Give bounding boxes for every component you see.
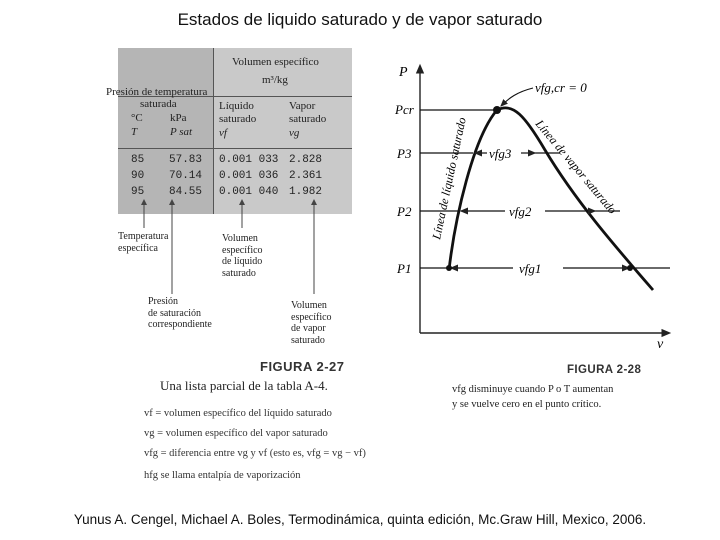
liquid-col-header-2: saturado [219,113,257,125]
annotation-temperature: Temperatura específica [118,231,169,254]
volume-units: m³/kg [262,74,288,86]
liquid-col-header: Líquido [219,100,254,112]
row3-vf: 0.001 040 [219,186,279,198]
slide-title: Estados de liquido saturado y de vapor saturado [177,10,543,29]
row1-vg: 2.828 [289,154,323,166]
pressure-header: Presión de temperatura [106,86,208,98]
p2-label: P2 [397,204,412,219]
vfg3-label: vfg3 [489,146,512,161]
annotation-vg: Volumen específico de vapor saturado [291,300,332,346]
figure-2-28-caption: vfg disminuye cuando P o T aumentan y se vuelve cero en el punto crítico. [452,384,614,410]
critical-point [493,106,501,114]
row2-vf: 0.001 036 [219,170,279,182]
vapor-col-header-2: saturado [289,113,327,125]
pv-diagram [385,58,675,358]
row1-vf: 0.001 033 [219,154,279,166]
row3-vg: 1.982 [289,186,323,198]
v-axis-label: v [657,337,664,352]
point-vapor-p1 [627,265,633,271]
row1-p: 57.83 [169,154,203,166]
pressure-header-2: saturada [140,98,177,110]
liquid-col-symbol: vf [219,127,227,139]
vapor-col-header: Vapor [289,100,316,112]
annotation-psat: Presión de saturación correspondiente [148,296,212,330]
pcr-label: Pcr [395,102,414,117]
vapor-line-label: Línea de vapor saturado [532,116,620,217]
row1-t: 85 [131,154,145,166]
annotation-vf: Volumen específico de líquido saturado [222,233,263,279]
press-unit: kPa [170,112,187,124]
figure-2-27-subtitle: Una lista parcial de la tabla A-4. [160,378,328,393]
definition-vfg: vfg = diferencia entre vg y vf (esto es, vfg = vg − vf) [144,448,366,459]
vfg1-label: vfg1 [519,261,542,276]
vfg2-label: vfg2 [509,204,532,219]
vfg-cr-label: vfg,cr = 0 [535,80,587,95]
definition-vf: vf = volumen específico del líquido saturado [144,408,332,419]
p-axis-label: P [399,65,408,80]
row3-p: 84.55 [169,186,203,198]
liquid-line-label: Línea de líquido saturado [429,116,469,241]
row3-t: 95 [131,186,145,198]
row2-vg: 2.361 [289,170,323,182]
definition-vg: vg = volumen específico del vapor saturado [144,428,328,439]
p3-label: P3 [397,146,412,161]
point-liquid-p1 [446,265,452,271]
definition-hfg: hfg se llama entalpía de vaporización [144,470,301,481]
row2-p: 70.14 [169,170,203,182]
temp-unit: °C [131,112,143,124]
temp-symbol: T [131,126,138,138]
volume-header: Volumen específico [232,56,319,68]
figure-2-27-label: FIGURA 2-27 [260,359,345,374]
row2-t: 90 [131,170,145,182]
p1-label: P1 [397,261,412,276]
press-symbol: P sat [170,126,193,138]
vapor-col-symbol: vg [289,127,300,139]
reference-caption: Yunus A. Cengel, Michael A. Boles, Termodinámica, quinta edición, Mc.Graw Hill, Mexico, 2006. [73,512,647,527]
figure-2-28-label: FIGURA 2-28 [567,364,642,376]
